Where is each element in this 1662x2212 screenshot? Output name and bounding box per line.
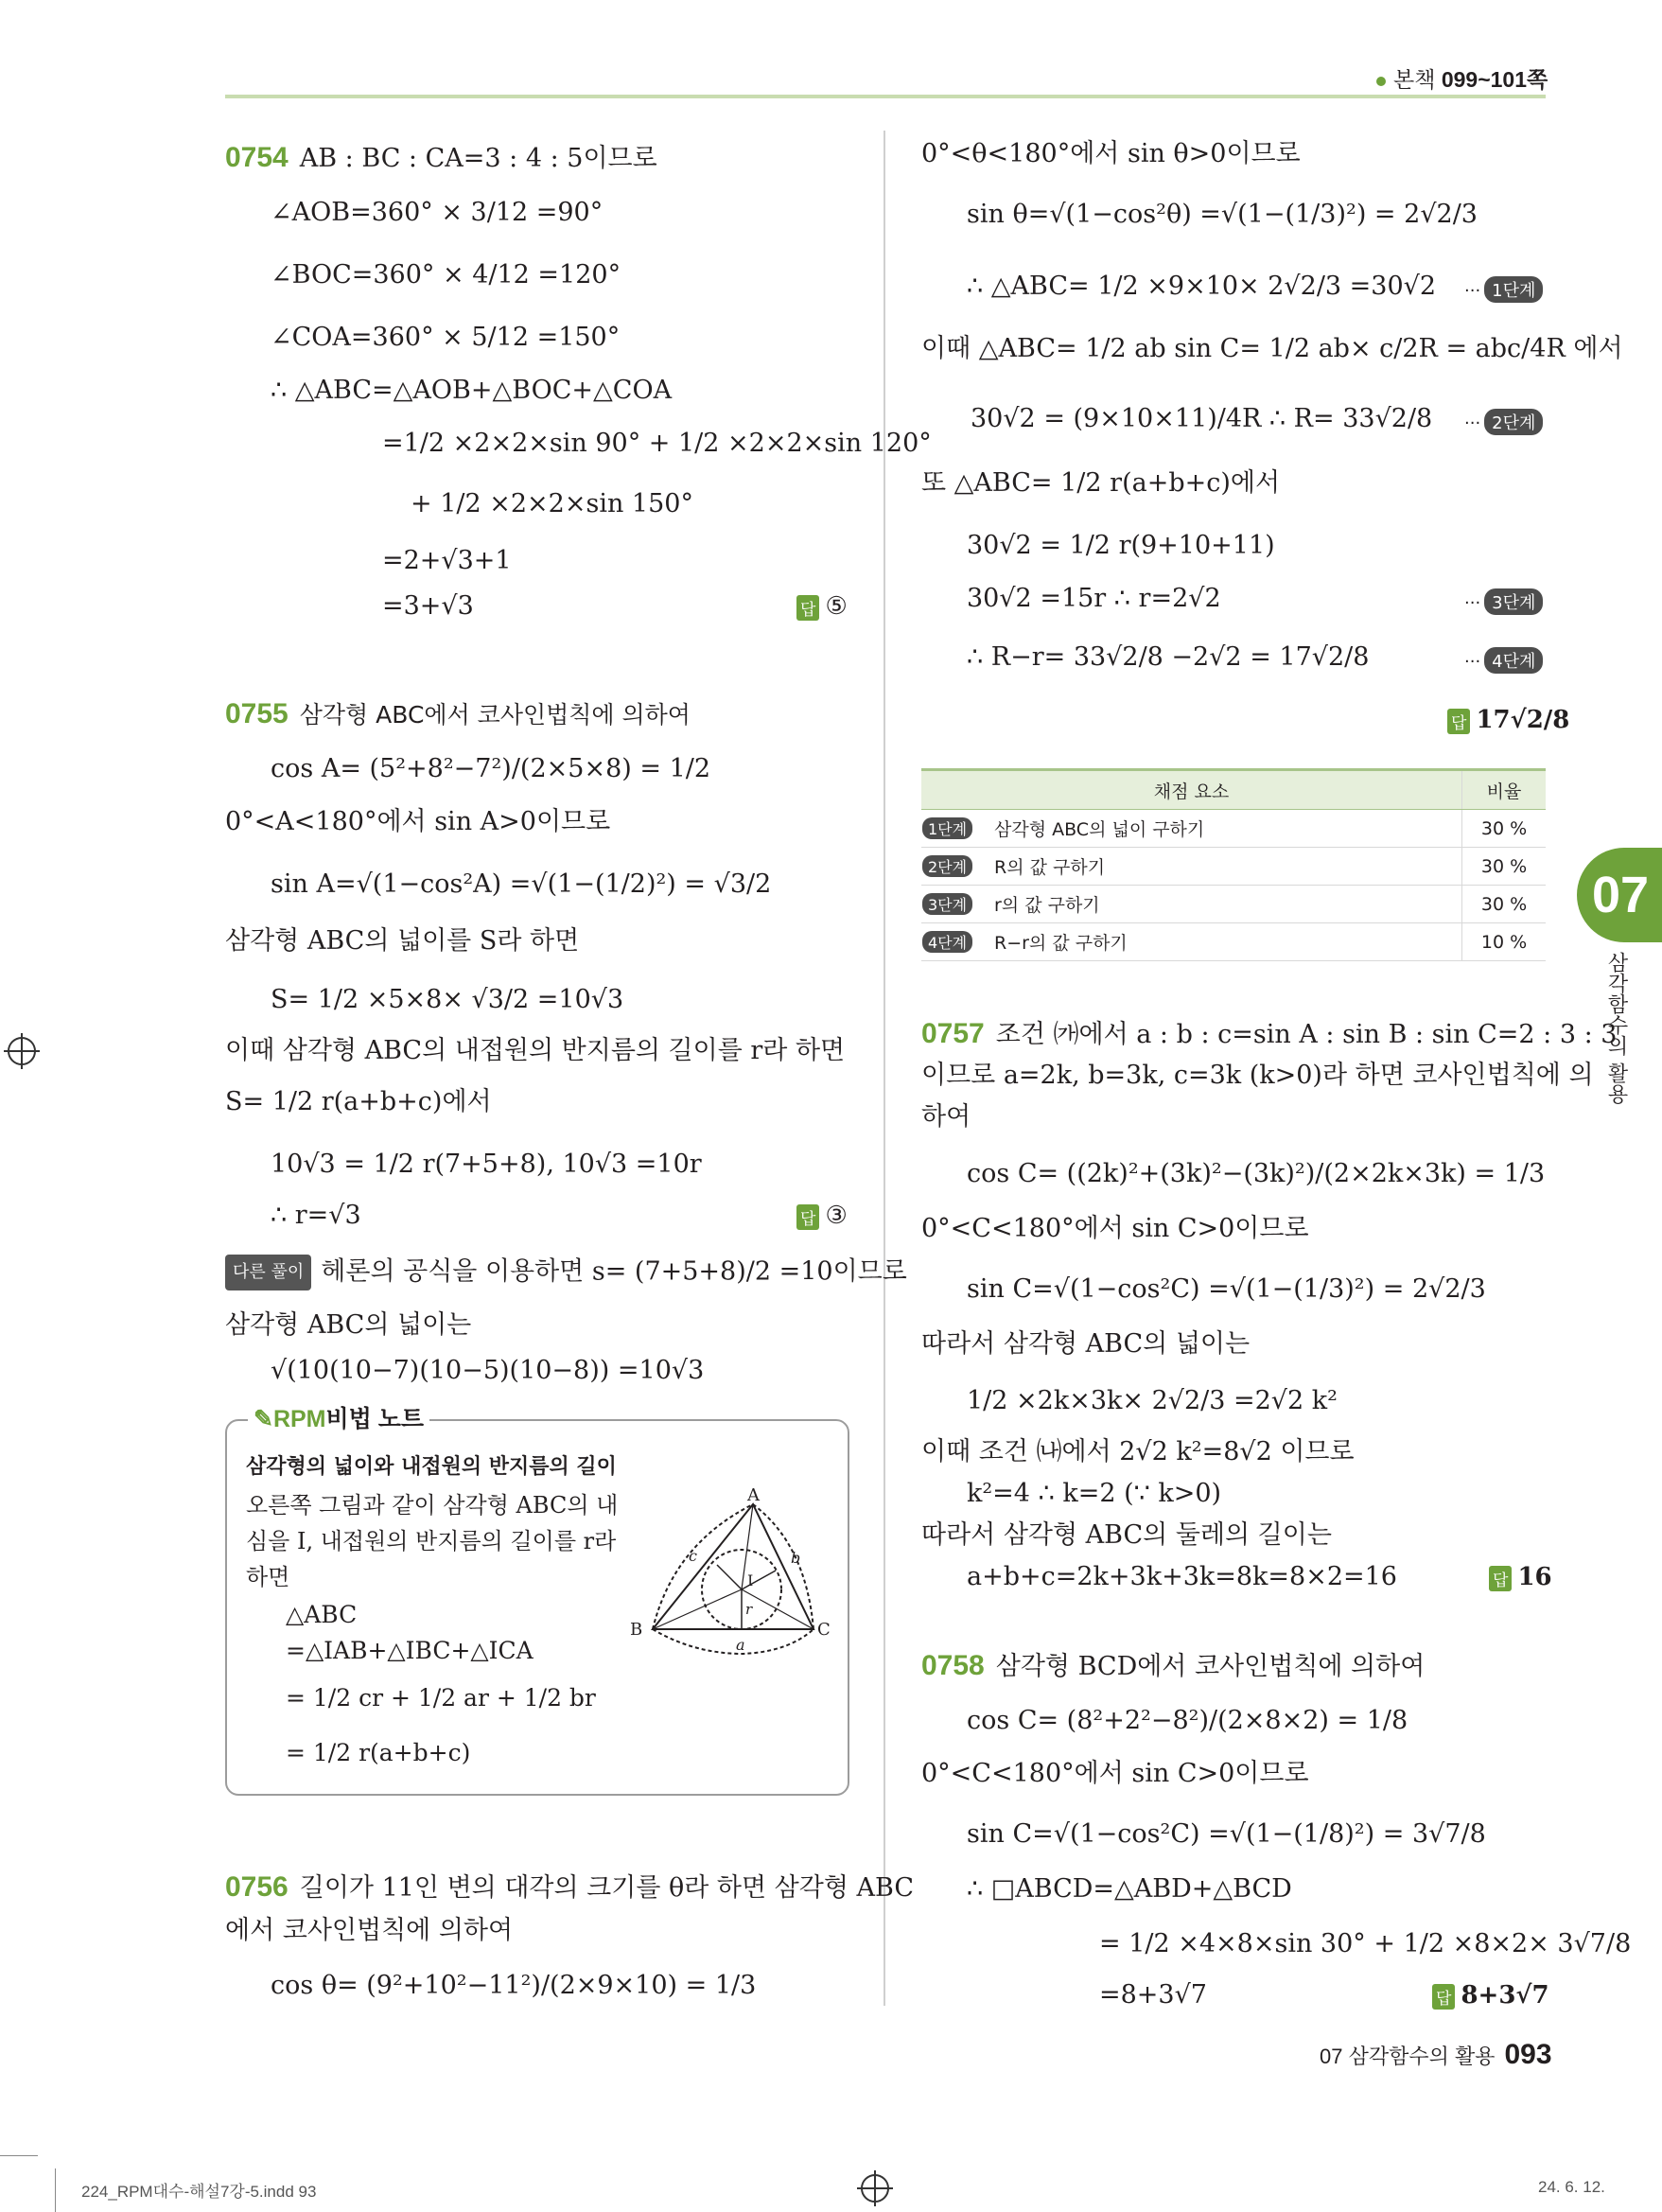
p755-answer: 답 ③ [796,1202,848,1230]
p756c-line-1: sin θ=√(1−cos²θ) =√(1−(1/3)²) = 2√2/3 [967,200,1478,229]
p755-line-0: 0755 삼각형 ABC에서 코사인법칙에 의하여 [225,698,691,729]
p755-line-2: 0°<A<180°에서 sin A>0이므로 [225,807,611,836]
label-incenter-i: I [747,1571,754,1589]
p757-line-9: k²=4 ∴ k=2 (∵ k>0) [967,1479,1222,1508]
p756c-line-2: ∴ △ABC= 1/2 ×9×10× 2√2/3 =30√2 [967,272,1437,301]
p754-line-3: ∠COA=360° × 5/12 =150° [271,323,621,352]
p757-line-8: 이때 조건 ㈏에서 2√2 k²=8√2 이므로 [921,1437,1355,1466]
chapter-side-title: 삼각함수의 활용 [1604,952,1628,1104]
p758-line-6: =8+3√7 [1099,1980,1207,2010]
note-line-3: △ABC [286,1601,358,1628]
segment-ib [653,1589,742,1629]
p758-line-5: = 1/2 ×4×8×sin 30° + 1/2 ×8×2× 3√7/8 [1099,1929,1632,1958]
p755-line-1: cos A= (5²+8²−7²)/(2×5×8) = 1/2 [271,754,711,783]
note-line-6: = 1/2 r(a+b+c) [286,1739,471,1766]
p757-line-1: 이므로 a=2k, b=3k, c=3k (k>0)라 하면 코사인법칙에 의 [921,1061,1594,1090]
p758-line-0: 0758 삼각형 BCD에서 코사인법칙에 의하여 [921,1650,1426,1681]
crop-mark [0,2155,38,2156]
p757-line-11: a+b+c=2k+3k+3k=8k=8×2=16 [967,1562,1397,1591]
p754-line-5: =1/2 ×2×2×sin 90° + 1/2 ×2×2×sin 120° [382,429,932,458]
label-vertex-a: A [747,1485,760,1505]
incircle-triangle-figure [626,1487,842,1654]
p754-line-1: ∠AOB=360° × 3/12 =90° [271,198,604,227]
p755-alt-line-1: 삼각형 ABC의 넓이는 [225,1310,472,1340]
registration-mark-icon [8,1037,36,1065]
header-label: 본책 [1393,67,1436,92]
p755-line-6: 이때 삼각형 ABC의 내접원의 반지름의 길이를 r라 하면 [225,1036,846,1065]
p754-line-2: ∠BOC=360° × 4/12 =120° [271,260,621,290]
p758-line-3: sin C=√(1−cos²C) =√(1−(1/8)²) = 3√7/8 [967,1819,1486,1849]
p757-line-4: 0°<C<180°에서 sin C>0이므로 [921,1214,1309,1243]
label-side-b: b [791,1549,801,1567]
print-date: 24. 6. 12. [1538,2178,1605,2196]
arc-a [653,1629,814,1654]
p754-line-0: 0754 AB : BC : CA=3 : 4 : 5이므로 [225,142,657,173]
p755-alt-line-0: 다른 풀이 헤론의 공식을 이용하면 s= (7+5+8)/2 =10이므로 [225,1255,907,1290]
note-pencil-icon: ✎ [254,1406,273,1432]
table-header-item: 채점 요소 [921,770,1462,810]
problem-number-0756: 0756 [225,1871,289,1903]
chapter-tab: 07 [1577,848,1662,942]
p755-line-3: sin A=√(1−cos²A) =√(1−(1/2)²) = √3/2 [271,869,772,899]
p756c-line-4: 30√2 = (9×10×11)/4R ∴ R= 33√2/8 [971,404,1433,433]
problem-number-0757: 0757 [921,1018,985,1049]
p756-line-0: 0756 길이가 11인 변의 대각의 크기를 θ라 하면 삼각형 ABC [225,1871,914,1903]
p757-line-3: cos C= ((2k)²+(3k)²−(3k)²)/(2×2k×3k) = 1/3 [967,1159,1546,1188]
problem-number-0755: 0755 [225,698,289,729]
note-line-0: 오른쪽 그림과 같이 삼각형 ABC의 내 [246,1492,619,1519]
p757-line-6: 따라서 삼각형 ABC의 넓이는 [921,1329,1251,1359]
p755-line-8: 10√3 = 1/2 r(7+5+8), 10√3 =10r [271,1150,702,1179]
p755-line-4: 삼각형 ABC의 넓이를 S라 하면 [225,926,580,956]
alt-solution-tag: 다른 풀이 [225,1255,311,1290]
label-side-a: a [736,1636,745,1654]
p757-line-7: 1/2 ×2k×3k× 2√2/3 =2√2 k² [967,1386,1338,1415]
table-row: 4단계 R−r의 값 구하기 10 % [921,923,1546,961]
problem-number-0754: 0754 [225,142,289,173]
file-slug: 224_RPM대수-해설7강-5.indd 93 [81,2183,317,2201]
label-vertex-c: C [817,1620,831,1640]
page-footer [1320,2039,1552,2071]
p756-line-2: cos θ= (9²+10²−11²)/(2×9×10) = 1/3 [271,1971,757,2000]
radius-to-c [717,1565,742,1589]
p757-line-10: 따라서 삼각형 ABC의 둘레의 길이는 [921,1520,1332,1550]
p756c-line-3: 이때 △ABC= 1/2 ab sin C= 1/2 ab× c/2R = abc/4R 에서 [921,334,1623,363]
step-4-marker: ··· 4단계 [1464,647,1543,674]
label-vertex-b: B [630,1620,643,1640]
p756-line-1: 에서 코사인법칙에 의하여 [225,1916,514,1945]
p756c-line-0: 0°<θ<180°에서 sin θ>0이므로 [921,139,1301,168]
note-line-4: =△IAB+△IBC+△ICA [286,1637,534,1664]
step-2-marker: ··· 2단계 [1464,409,1543,435]
p754-answer: 답 ⑤ [796,592,848,621]
note-line-1: 심을 I, 내접원의 반지름의 길이를 r라 [246,1528,617,1554]
header-rule [225,95,1546,98]
p754-line-8: =3+√3 [382,591,474,621]
p756c-line-7: 30√2 =15r ∴ r=2√2 [967,584,1221,613]
problem-number-0758: 0758 [921,1650,985,1681]
p758-line-1: cos C= (8²+2²−8²)/(2×8×2) = 1/8 [967,1706,1408,1735]
p755-line-7: S= 1/2 r(a+b+c)에서 [225,1087,492,1116]
note-heading: 삼각형의 넓이와 내접원의 반지름의 길이 [246,1455,617,1479]
p756c-line-5: 또 △ABC= 1/2 r(a+b+c)에서 [921,468,1281,498]
table-row: 2단계 R의 값 구하기 30 % [921,848,1546,886]
rpm-note-title: ✎RPM비법 노트 [248,1400,429,1434]
table-row: 1단계 삼각형 ABC의 넓이 구하기 30 % [921,810,1546,848]
p757-line-0: 0757 조건 ㈎에서 a : b : c=sin A : sin B : sin C=2 : 3 : 3 [921,1018,1618,1049]
bullet-dot-icon [1376,77,1386,86]
note-line-5: = 1/2 cr + 1/2 ar + 1/2 br [286,1684,596,1712]
table-row: 3단계 r의 값 구하기 30 % [921,886,1546,923]
crop-mark [55,2168,56,2212]
segment-ic [742,1589,814,1629]
footer-chapter: 07 삼각함수의 활용 [1320,2045,1496,2068]
p755-line-9: ∴ r=√3 [271,1201,361,1230]
header-pages: 099~101쪽 [1441,67,1548,92]
p758-line-4: ∴ □ABCD=△ABD+△BCD [967,1874,1292,1904]
p754-line-7: =2+√3+1 [382,546,512,575]
registration-mark-icon [861,2174,889,2203]
p754-line-6: + 1/2 ×2×2×sin 150° [411,489,693,518]
label-side-c: c [689,1547,697,1565]
label-radius-r: r [745,1601,753,1618]
p756c-line-6: 30√2 = 1/2 r(9+10+11) [967,531,1275,560]
column-divider [883,131,885,2006]
p756-answer: 답 17√2/8 [1447,706,1569,734]
table-header-ratio: 비율 [1462,770,1547,810]
p755-line-5: S= 1/2 ×5×8× √3/2 =10√3 [271,985,624,1014]
step-3-marker: ··· 3단계 [1464,588,1543,615]
p757-line-2: 하여 [921,1102,971,1132]
p755-alt-line-2: √(10(10−7)(10−5)(10−8)) =10√3 [271,1356,705,1385]
triangle-abc [653,1504,814,1629]
note-line-2: 하면 [246,1564,290,1590]
p754-line-4: ∴ △ABC=△AOB+△BOC+△COA [271,376,673,405]
p757-answer: 답 16 [1489,1563,1552,1591]
page-header [1376,62,1548,94]
p758-answer: 답 8+3√7 [1432,1981,1549,2010]
step-1-marker: ··· 1단계 [1464,276,1543,303]
page-number: 093 [1504,2039,1552,2070]
p757-line-5: sin C=√(1−cos²C) =√(1−(1/3)²) = 2√2/3 [967,1274,1486,1304]
p756c-line-8: ∴ R−r= 33√2/8 −2√2 = 17√2/8 [967,642,1370,672]
p758-line-2: 0°<C<180°에서 sin C>0이므로 [921,1759,1309,1788]
scoring-table [921,768,1546,961]
